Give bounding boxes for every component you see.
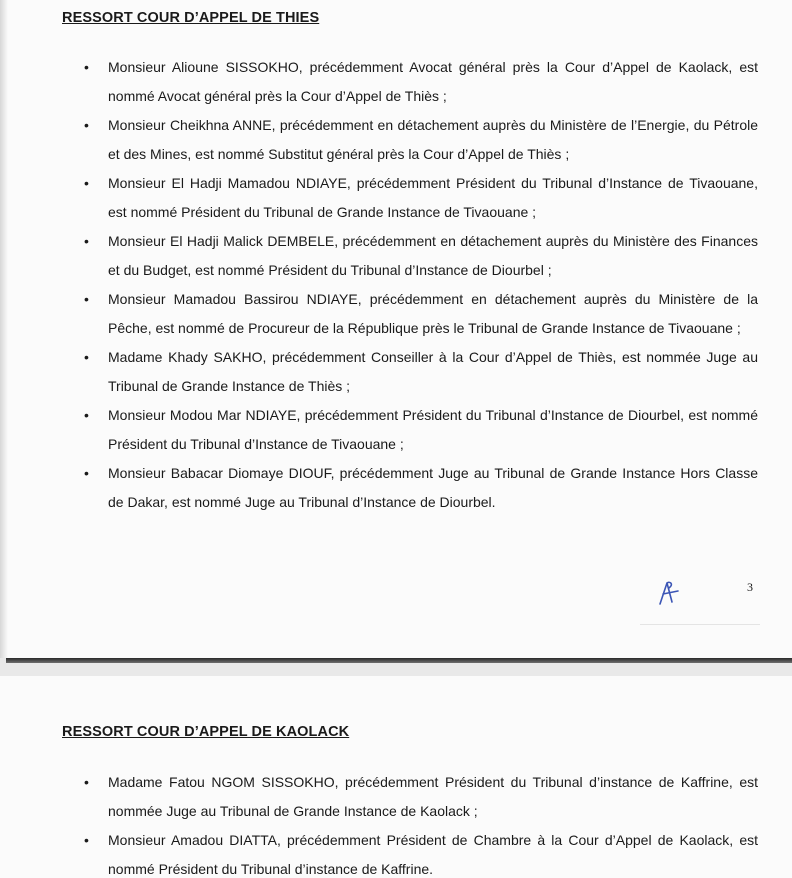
list-item: • Monsieur Babacar Diomaye DIOUF, précédemment Juge au Tribunal de Grande Instance Hors Classe de Dakar, est nommé Juge au Tribunal d’Instance de Diourbel. (82, 459, 758, 517)
list-item: • Monsieur Modou Mar NDIAYE, précédemment Président du Tribunal d’Instance de Diourbel, est nommé Président du Tribunal d’Instance de Tivaouane ; (82, 401, 758, 459)
appointment-list-thies (82, 53, 758, 517)
section-heading-kaolack: RESSORT COUR D’APPEL DE KAOLACK (62, 724, 350, 740)
section-heading-thies: RESSORT COUR D’APPEL DE THIES (62, 10, 320, 26)
list-item: • Monsieur El Hadji Malick DEMBELE, précédemment en détachement auprès du Ministère des Finances et du Budget, est nommé Président du Tribunal d’Instance de Diourbel ; (82, 227, 758, 285)
list-item: • Monsieur El Hadji Mamadou NDIAYE, précédemment Président du Tribunal d’Instance de Tivaouane, est nommé Président du Tribunal de Grande Instance de Tivaouane ; (82, 169, 758, 227)
document-page-2 (0, 676, 792, 878)
list-item: • Monsieur Cheikhna ANNE, précédemment en détachement auprès du Ministère de l’Energie, du Pétrole et des Mines, est nommé Substitut général près la Cour d’Appel de Thiès ; (82, 111, 758, 169)
list-item: • Madame Khady SAKHO, précédemment Conseiller à la Cour d’Appel de Thiès, est nommée Juge au Tribunal de Grande Instance de Thiès ; (82, 343, 758, 401)
appointment-list-kaolack (82, 768, 758, 878)
divider (640, 624, 760, 625)
list-item: • Monsieur Amadou DIATTA, précédemment Président de Chambre à la Cour d’Appel de Kaolack, est nommé Président du Tribunal d’instance de Kaffrine. (82, 826, 758, 878)
page-shadow (0, 0, 8, 658)
page-edge (6, 658, 792, 663)
initials-signature (654, 578, 684, 608)
list-item: • Monsieur Mamadou Bassirou NDIAYE, précédemment en détachement auprès du Ministère de la Pêche, est nommé de Procureur de la République près le Tribunal de Grande Instance de Tivaouane ; (82, 285, 758, 343)
list-item: • Monsieur Alioune SISSOKHO, précédemment Avocat général près la Cour d’Appel de Kaolack, est nommé Avocat général près la Cour d’Appel de Thiès ; (82, 53, 758, 111)
list-item: • Madame Fatou NGOM SISSOKHO, précédemment Président du Tribunal d’instance de Kaffrine, est nommée Juge au Tribunal de Grande Instance de Kaolack ; (82, 768, 758, 826)
page-number: 3 (747, 580, 753, 594)
